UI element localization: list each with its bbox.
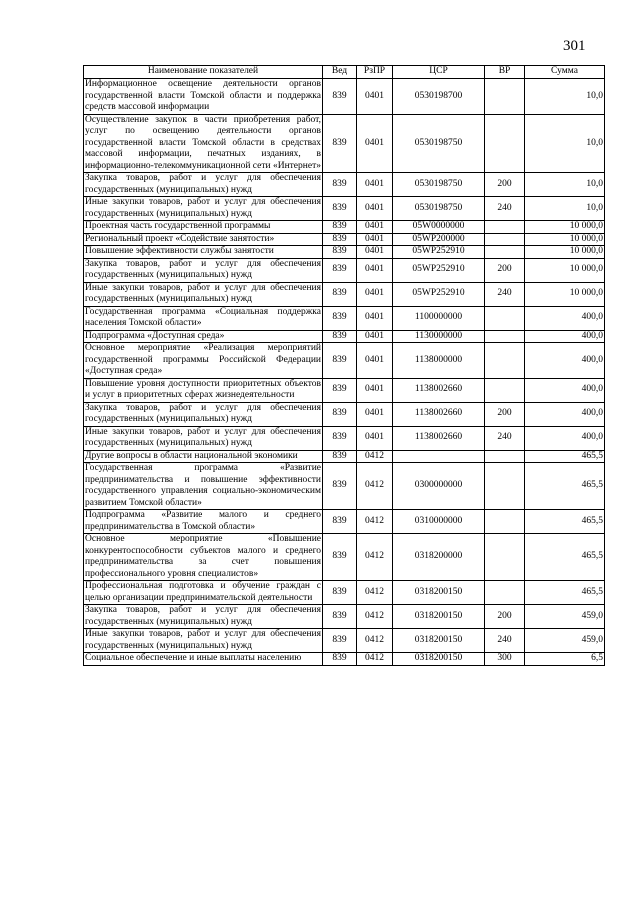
row-ved: 839 [323, 426, 357, 450]
row-name: Иные закупки товаров, работ и услуг для обеспечения государственных (муниципальных) нужд [85, 629, 321, 651]
row-sum: 459,0 [525, 629, 605, 653]
row-name: Закупка товаров, работ и услуг для обеспечения государственных (муниципальных) нужд [85, 258, 321, 280]
row-ved: 839 [323, 534, 357, 581]
row-vr: 200 [485, 402, 525, 426]
row-sum: 465,5 [525, 463, 605, 510]
row-vr [485, 306, 525, 330]
row-rzpr: 0412 [357, 605, 393, 629]
row-rzpr: 0401 [357, 402, 393, 426]
row-ved: 839 [323, 197, 357, 221]
row-csr: 0318200150 [393, 605, 485, 629]
row-name: Закупка товаров, работ и услуг для обеспечения государственных (муниципальных) нужд [85, 605, 321, 627]
row-csr: 0318200150 [393, 581, 485, 605]
row-rzpr: 0401 [357, 233, 393, 246]
row-rzpr: 0401 [357, 426, 393, 450]
row-csr: 1138002660 [393, 426, 485, 450]
row-rzpr: 0401 [357, 246, 393, 259]
row-sum: 465,5 [525, 534, 605, 581]
row-rzpr: 0412 [357, 510, 393, 534]
row-rzpr: 0412 [357, 450, 393, 463]
row-name: Основное мероприятие «Повышение конкурентоспособности субъектов малого и среднего предпринимательства за счет повышения профессионального уровня специалистов» [85, 534, 321, 579]
row-rzpr: 0401 [357, 378, 393, 402]
table-row [84, 114, 605, 173]
row-rzpr: 0401 [357, 330, 393, 343]
row-name: Государственная программа «Развитие предпринимательства и повышение эффективности государственного управления социально-экономическим развитием Томской области» [85, 463, 321, 508]
table-row [84, 463, 605, 510]
row-sum: 10 000,0 [525, 221, 605, 234]
row-ved: 839 [323, 581, 357, 605]
row-csr: 0530198750 [393, 173, 485, 197]
row-sum: 10,0 [525, 197, 605, 221]
row-name: Основное мероприятие «Реализация мероприятий государственной программы Российской Федерации «Доступная среда» [85, 343, 321, 376]
row-rzpr: 0401 [357, 173, 393, 197]
table-row [84, 330, 605, 343]
row-vr: 240 [485, 426, 525, 450]
row-vr: 200 [485, 258, 525, 282]
row-ved: 839 [323, 79, 357, 115]
row-rzpr: 0412 [357, 534, 393, 581]
row-csr: 0530198750 [393, 197, 485, 221]
row-rzpr: 0401 [357, 79, 393, 115]
row-vr: 240 [485, 282, 525, 306]
table-row [84, 197, 605, 221]
row-rzpr: 0401 [357, 114, 393, 173]
row-sum: 10,0 [525, 114, 605, 173]
row-csr: 0300000000 [393, 463, 485, 510]
row-vr: 200 [485, 173, 525, 197]
row-sum: 465,5 [525, 450, 605, 463]
row-name: Иные закупки товаров, работ и услуг для обеспечения государственных (муниципальных) нужд [85, 426, 321, 448]
row-rzpr: 0401 [357, 306, 393, 330]
row-rzpr: 0401 [357, 282, 393, 306]
row-csr: 05WP252910 [393, 258, 485, 282]
row-vr [485, 378, 525, 402]
row-vr [485, 450, 525, 463]
row-csr: 0530198750 [393, 114, 485, 173]
header-vr: ВР [485, 66, 525, 79]
table-row [84, 173, 605, 197]
row-rzpr: 0401 [357, 343, 393, 379]
row-sum: 6,5 [525, 653, 605, 666]
row-sum: 400,0 [525, 402, 605, 426]
row-ved: 839 [323, 114, 357, 173]
row-rzpr: 0401 [357, 197, 393, 221]
row-csr: 0530198700 [393, 79, 485, 115]
row-ved: 839 [323, 233, 357, 246]
row-vr [485, 246, 525, 259]
row-ved: 839 [323, 402, 357, 426]
row-name: Государственная программа «Социальная поддержка населения Томской области» [85, 306, 321, 328]
budget-table [83, 65, 605, 666]
row-name: Иные закупки товаров, работ и услуг для обеспечения государственных (муниципальных) нужд [85, 197, 321, 219]
row-ved: 839 [323, 282, 357, 306]
row-csr: 0310000000 [393, 510, 485, 534]
row-ved: 839 [323, 463, 357, 510]
row-rzpr: 0412 [357, 463, 393, 510]
header-ved: Вед [323, 66, 357, 79]
row-sum: 465,5 [525, 581, 605, 605]
table-row [84, 246, 605, 259]
row-vr: 200 [485, 605, 525, 629]
row-sum: 10 000,0 [525, 282, 605, 306]
row-vr: 240 [485, 197, 525, 221]
row-rzpr: 0412 [357, 629, 393, 653]
row-ved: 839 [323, 221, 357, 234]
row-csr: 0318200000 [393, 534, 485, 581]
row-csr: 0318200150 [393, 629, 485, 653]
row-name: Профессиональная подготовка и обучение граждан с целью организации предпринимательской деятельности [85, 581, 321, 603]
row-name: Иные закупки товаров, работ и услуг для обеспечения государственных (муниципальных) нужд [85, 282, 321, 304]
row-ved: 839 [323, 306, 357, 330]
table-row [84, 581, 605, 605]
row-sum: 400,0 [525, 426, 605, 450]
table-row [84, 221, 605, 234]
row-csr: 05WP200000 [393, 233, 485, 246]
table-row [84, 450, 605, 463]
row-rzpr: 0401 [357, 221, 393, 234]
table-row [84, 402, 605, 426]
row-ved: 839 [323, 330, 357, 343]
row-csr: 1138002660 [393, 402, 485, 426]
table-header-row [84, 66, 605, 79]
table-row [84, 629, 605, 653]
table-row [84, 426, 605, 450]
row-ved: 839 [323, 510, 357, 534]
table-row [84, 653, 605, 666]
row-vr [485, 79, 525, 115]
row-ved: 839 [323, 653, 357, 666]
table-row [84, 378, 605, 402]
row-ved: 839 [323, 173, 357, 197]
row-vr [485, 221, 525, 234]
row-sum: 400,0 [525, 330, 605, 343]
row-name: Закупка товаров, работ и услуг для обеспечения государственных (муниципальных) нужд [85, 402, 321, 424]
row-ved: 839 [323, 246, 357, 259]
row-name: Подпрограмма «Развитие малого и среднего предпринимательства в Томской области» [85, 510, 321, 532]
header-csr: ЦСР [393, 66, 485, 79]
page-number: 301 [563, 38, 586, 54]
table-row [84, 510, 605, 534]
table-row [84, 343, 605, 379]
row-vr [485, 114, 525, 173]
row-name: Осуществление закупок в части приобретения работ, услуг по освещению деятельности органов государственной власти Томской области в средствах массовой информации, печатных изданиях, в информационно-телекоммуникационной сети «Интернет» [85, 114, 321, 171]
row-sum: 465,5 [525, 510, 605, 534]
header-rzpr: РзПР [357, 66, 393, 79]
header-name: Наименование показателей [84, 66, 323, 79]
row-csr: 05W0000000 [393, 221, 485, 234]
row-csr: 1100000000 [393, 306, 485, 330]
row-ved: 839 [323, 258, 357, 282]
table-row [84, 534, 605, 581]
row-ved: 839 [323, 450, 357, 463]
table-body [84, 79, 605, 666]
row-vr: 240 [485, 629, 525, 653]
row-vr [485, 343, 525, 379]
row-name: Социальное обеспечение и иные выплаты населению [84, 653, 323, 666]
row-ved: 839 [323, 605, 357, 629]
row-name: Информационное освещение деятельности органов государственной власти Томской области и поддержка средств массовой информации [85, 79, 321, 112]
table-row [84, 79, 605, 115]
table-row [84, 258, 605, 282]
row-ved: 839 [323, 343, 357, 379]
row-vr [485, 233, 525, 246]
row-name: Другие вопросы в области национальной экономики [84, 450, 323, 463]
table-row [84, 605, 605, 629]
row-vr [485, 534, 525, 581]
row-csr [393, 450, 485, 463]
row-vr [485, 463, 525, 510]
row-sum: 400,0 [525, 306, 605, 330]
row-csr: 05WP252910 [393, 282, 485, 306]
row-csr: 1130000000 [393, 330, 485, 343]
table-row [84, 306, 605, 330]
row-ved: 839 [323, 629, 357, 653]
row-vr [485, 330, 525, 343]
row-sum: 400,0 [525, 378, 605, 402]
row-sum: 10 000,0 [525, 258, 605, 282]
row-name: Повышение уровня доступности приоритетных объектов и услуг в приоритетных сферах жизнедеятельности [85, 378, 321, 400]
row-rzpr: 0412 [357, 581, 393, 605]
row-vr [485, 510, 525, 534]
row-sum: 10,0 [525, 79, 605, 115]
row-csr: 05WP252910 [393, 246, 485, 259]
row-name: Проектная часть государственной программы [84, 221, 323, 234]
header-sum: Сумма [525, 66, 605, 79]
row-name: Повышение эффективности службы занятости [84, 246, 323, 259]
row-sum: 10 000,0 [525, 246, 605, 259]
row-csr: 0318200150 [393, 653, 485, 666]
row-vr [485, 581, 525, 605]
row-sum: 10,0 [525, 173, 605, 197]
row-vr: 300 [485, 653, 525, 666]
row-rzpr: 0401 [357, 258, 393, 282]
row-csr: 1138002660 [393, 378, 485, 402]
row-sum: 10 000,0 [525, 233, 605, 246]
row-ved: 839 [323, 378, 357, 402]
table-row [84, 282, 605, 306]
row-name: Подпрограмма «Доступная среда» [84, 330, 323, 343]
row-name: Региональный проект «Содействие занятости» [84, 233, 323, 246]
row-csr: 1138000000 [393, 343, 485, 379]
row-name: Закупка товаров, работ и услуг для обеспечения государственных (муниципальных) нужд [85, 173, 321, 195]
row-sum: 400,0 [525, 343, 605, 379]
row-sum: 459,0 [525, 605, 605, 629]
table-row [84, 233, 605, 246]
row-rzpr: 0412 [357, 653, 393, 666]
